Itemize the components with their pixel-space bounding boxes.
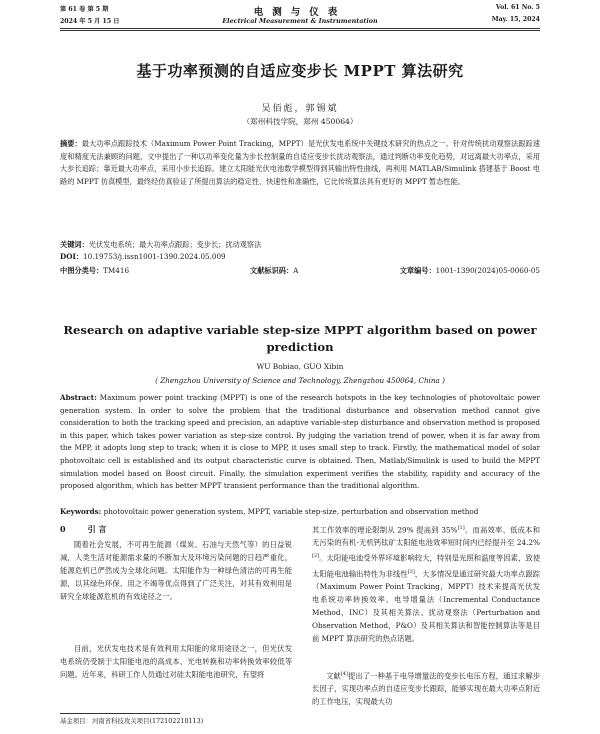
keywords-en — [60, 506, 540, 519]
intro-right-text-f: 提出了一种基于电导增量法的变步长电压方程，通过求解步长因子，实现功率点的自适应变步长跟踪，能够实现在最大功率点附近的工作电压，实现最大功 — [312, 671, 541, 707]
clc-label: 中图分类号： — [60, 266, 104, 275]
header-rule-thin — [60, 30, 540, 31]
volume-issue-cn: 第 61 卷 第 5 期 — [60, 6, 109, 13]
intro-paragraph-2: 目前，光伏发电技术是有效利用太阳能的常用途径之一，但光伏发电系统仍受制于太阳能电池的高成本、光电转换和功率转换效率较低等问题。近年来，科研工作人员通过对硅太阳能电池研究，有望将 — [60, 644, 292, 679]
keywords-en-text: photovoltaic power generation system, MPPT, variable step-size, perturbation and observation method — [103, 507, 479, 516]
clc-value: TM416 — [103, 266, 130, 275]
paper-title-cn: 基于功率预测的自适应变步长 MPPT 算法研究 — [136, 62, 464, 80]
intro-paragraph-right-2 — [312, 668, 540, 709]
abstract-cn-label: 摘要： — [60, 139, 82, 148]
intro-right-text-c: 。太阳能电池受外界环境影响较大，特别是光照和温度等因素，致使太阳能电池输出特性为非线性 — [312, 553, 540, 578]
keywords-en-label: Keywords: — [60, 507, 102, 516]
doi-value: 10.19753/j.issn1001-1390.2024.05.009 — [83, 252, 226, 261]
section-heading-intro — [60, 524, 128, 535]
abstract-en — [60, 392, 540, 493]
citation-4: [4] — [340, 671, 348, 677]
date-en: May. 15, 2024 — [491, 16, 540, 23]
intro-paragraph-right-1 — [312, 522, 540, 645]
article-number — [400, 266, 540, 276]
intro-right-text-e: 文献 — [326, 671, 341, 681]
intro-paragraph-1: 随着社会发展，不可再生能源（煤炭、石油与天然气等）的日益锐减，人类生活对能源需求量的不断加大及环境污染问题的日趋严重化，能源危机已俨然成为全球化问题。太阳能作为一种绿色清洁的可再生能源，以其绿色环保、用之不竭等优点得到了广泛关注，对其有效利用是研究全球能源危机的有效途径之一。 — [60, 540, 292, 601]
abstract-cn-text: 最大功率点跟踪技术（Maximum Power Point Tracking，MPPT）是光伏发电系统中关键技术研究的热点之一。针对传统扰动观察法跟踪速度和精度无法兼顾的问题，文中提出了一种以功率变化量为步长控制量的自适应变步长扰动观察法，通过判断功率变化趋势，对远离最大功率点，采用大步长追踪；靠近最大功率点，采用小步长追踪。建立太阳能光伏电池数学模型得到其输出特性曲线，再利用 MATLAB/Simulink 搭建基于 Boost 电路的 MPPT 仿真模型，最终经仿真验证了所提出算法的稳定性、快速性和准确性，它比传统算法具有更好的 MPPT 暂态性能。 — [60, 139, 540, 186]
authors-en: WU Bobiao, GUO Xibin — [256, 362, 344, 371]
journal-name-en: Electrical Measurement & Instrumentation — [222, 17, 378, 25]
section-number: 0 — [60, 524, 66, 534]
affiliation-en: ( Zhengzhou University of Science and Technology, Zhengzhou 450064, China ) — [155, 376, 445, 385]
article-number-label: 文章编号： — [399, 266, 436, 275]
journal-name-cn: 电测与仪表 — [253, 7, 347, 18]
intro-right-text-b: 。而高效率、低成本和无污染的有机-无机钙钛矿太阳能电池效率短时间内已经提升至 24.2% — [312, 525, 541, 548]
article-number-value: 1001-1390(2024)05-0060-05 — [435, 266, 540, 275]
authors-cn: 吴佰彪，郭锡斌 — [261, 104, 339, 114]
citation-2: [2] — [312, 553, 320, 560]
header-rule — [60, 28, 540, 29]
keywords-cn — [60, 239, 540, 252]
clc-number — [60, 266, 129, 276]
document-code — [250, 266, 298, 276]
section-title: 引 言 — [87, 524, 107, 534]
affiliation-cn: （郑州科技学院，郑州 450064） — [242, 117, 358, 126]
citation-1: [1] — [457, 525, 465, 531]
volume-issue-en: Vol. 61 No. 5 — [495, 4, 540, 11]
keywords-cn-label: 关键词： — [60, 240, 89, 249]
intro-right-text-d: ，大多情况是通过研究最大功率点跟踪（Maximum Power Point Tracking，MPPT）技术来提高光伏发电系统功率转换效率。电导增量法（Incremental Conductance Method，INC）及其相关算法、扰动观察法（Perturbation and Observation Method，P&O）及其相关算法和智能控制算法等是目前 MPPT 算法研究的热点话题。 — [312, 568, 541, 643]
doi-label: DOI： — [60, 252, 84, 261]
date-cn: 2024 年 5 月 15 日 — [60, 18, 120, 25]
document-code-value: A — [293, 266, 299, 275]
abstract-cn — [60, 138, 540, 188]
funding-footnote: 基金项目：河南省科技攻关项目(172102210113) — [60, 717, 204, 725]
intro-right-text-a: 其工作效率的理论限制从 29% 提高到 35% — [312, 525, 458, 535]
citation-3: [3] — [407, 568, 415, 575]
abstract-en-text: Maximum power point tracking (MPPT) is one of the research hotspots in the key technologies of photovoltaic power generation system. In order to solve the problem that the traditional disturbance and observation method cannot give consideration to both the tracking speed and precision, an adaptive variable-step disturbance and observation method is proposed in this paper, which takes power variation as step-size control. By judging the variation trend of power, when it is far away from the MPP, it adopts long step to track; when it is close to MPP, it uses small step to track. Firstly, the mathematical model of solar photovoltaic cell is established and its output characteristic curve is obtained. Then, Matlab/Simulink is used to build the MPPT simulation model based on Boost circuit. Finally, the simulation experiment verifies the stability, rapidity and accuracy of the proposed algorithm, which has better MPPT transient performance than the traditional algorithm. — [60, 393, 540, 491]
paper-title-en: Research on adaptive variable step-size MPPT algorithm based on power prediction — [63, 323, 537, 354]
abstract-en-label: Abstract: — [60, 393, 97, 402]
doi — [60, 252, 226, 262]
keywords-cn-text: 光伏发电系统；最大功率点跟踪；变步长；扰动观察法 — [88, 240, 262, 249]
footnote-rule — [60, 713, 180, 714]
document-code-label: 文献标识码： — [250, 266, 294, 275]
